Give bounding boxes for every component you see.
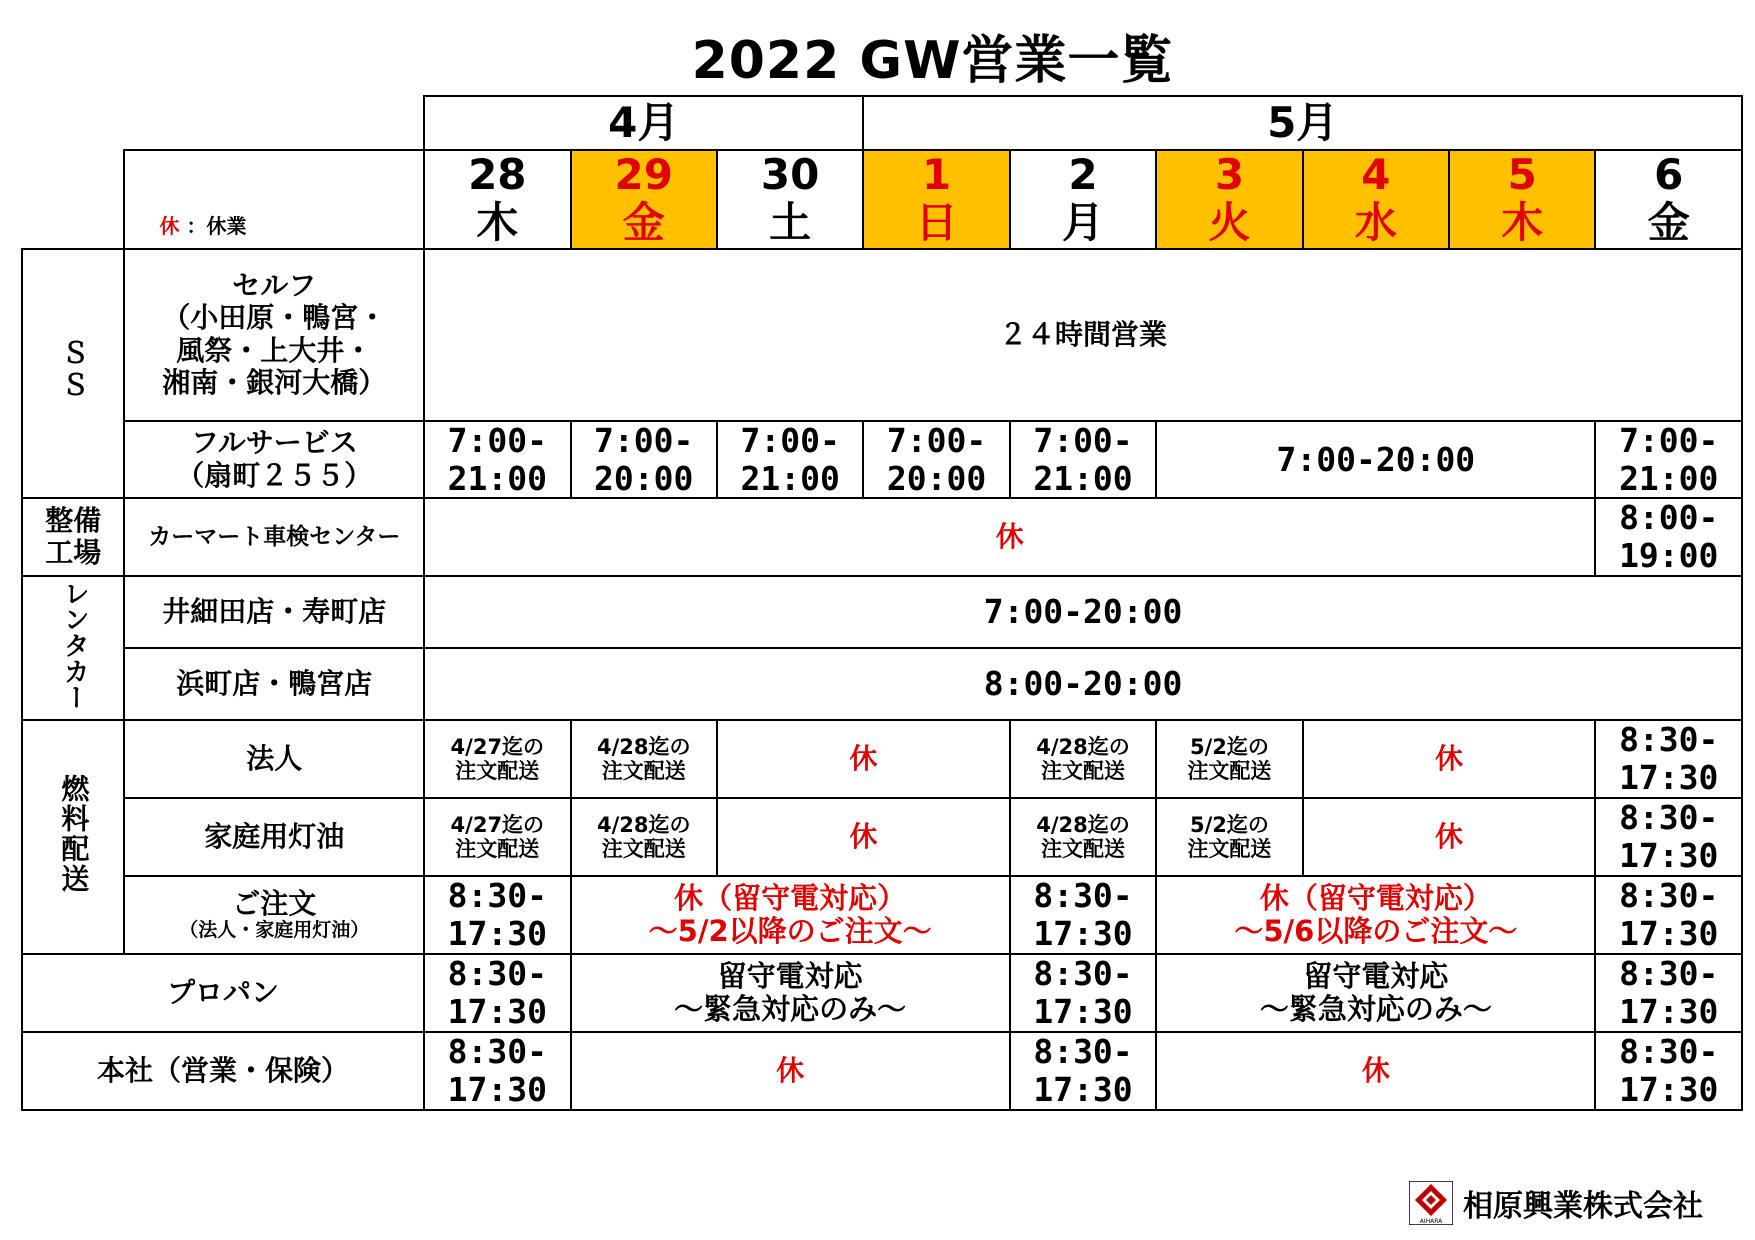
order-closed-msg: 休（留守電対応） ～5/2以降のご注文～: [571, 876, 1010, 954]
propane-label: プロパン: [22, 954, 424, 1032]
maintenance-label: カーマート車検センター: [124, 498, 424, 576]
hours-cell: 8:30- 17:30: [1595, 876, 1742, 954]
hours-cell: 7:00- 21:00: [424, 421, 570, 499]
legend-text: ：休業: [186, 213, 247, 238]
corner-blank-2: [22, 150, 124, 249]
category-rental: レンタカー: [22, 576, 124, 720]
propane-msg: 留守電対応 ～緊急対応のみ～: [1156, 954, 1595, 1032]
note-cell: 4/27迄の 注文配送: [424, 720, 570, 798]
closed-cell: 休: [424, 498, 1595, 576]
hours-cell: 7:00- 21:00: [1010, 421, 1156, 499]
hours-cell: 8:30- 17:30: [424, 954, 570, 1032]
company-footer: [1409, 1180, 1703, 1226]
order-closed-msg: 休（留守電対応） ～5/6以降のご注文～: [1156, 876, 1595, 954]
category-maintenance: 整備 工場: [22, 498, 124, 576]
day-header-holiday: 5 木: [1449, 150, 1595, 249]
legend-mark: 休: [159, 213, 180, 238]
closed-cell: 休: [717, 720, 1010, 798]
ss-full-label: フルサービス （扇町２５５）: [124, 421, 424, 499]
hours-cell: 8:30- 17:30: [1595, 1032, 1742, 1110]
schedule-table: [21, 95, 1743, 1111]
note-cell: 5/2迄の 注文配送: [1156, 798, 1302, 876]
hours-cell: 7:00- 21:00: [1595, 421, 1742, 499]
company-logo-icon: [1409, 1181, 1453, 1225]
month-may: 5月: [863, 96, 1742, 150]
closed-cell: 休: [1303, 798, 1596, 876]
hours-cell: 8:30- 17:30: [424, 1032, 570, 1110]
month-april: 4月: [424, 96, 863, 150]
hq-label: 本社（営業・保険）: [22, 1032, 424, 1110]
day-header-holiday: 4 水: [1303, 150, 1449, 249]
ss-self-hours: ２４時間営業: [424, 249, 1742, 421]
day-header: 28 木: [424, 150, 570, 249]
note-cell: 4/28迄の 注文配送: [571, 720, 717, 798]
corner-blank: [22, 96, 424, 150]
note-cell: 4/28迄の 注文配送: [571, 798, 717, 876]
hours-cell: 8:30- 17:30: [1010, 1032, 1156, 1110]
note-cell: 4/27迄の 注文配送: [424, 798, 570, 876]
hours-cell: 7:00- 20:00: [863, 421, 1009, 499]
hours-cell: 8:30- 17:30: [1010, 876, 1156, 954]
closed-cell: 休: [571, 1032, 1010, 1110]
day-header: 6 金: [1595, 150, 1742, 249]
hours-cell: 8:30- 17:30: [1595, 798, 1742, 876]
hours-cell: 8:30- 17:30: [1595, 720, 1742, 798]
category-ss: ＳＳ: [22, 249, 124, 499]
hours-cell: 8:00- 19:00: [1595, 498, 1742, 576]
day-header: 2 月: [1010, 150, 1156, 249]
hours-cell: 8:00-20:00: [424, 648, 1742, 720]
company-name: 相原興業株式会社: [1463, 1189, 1703, 1224]
rental-label-2: 浜町店・鴨宮店: [124, 648, 424, 720]
fuel-kerosene-label: 家庭用灯油: [124, 798, 424, 876]
page-title: 2022 GW営業一覧: [691, 31, 1174, 91]
category-fuel: 燃料配送: [22, 720, 124, 954]
logo-caption: AIHARA: [1419, 1218, 1443, 1225]
rental-label-1: 井細田店・寿町店: [124, 576, 424, 648]
note-cell: 4/28迄の 注文配送: [1010, 720, 1156, 798]
day-header: 30 土: [717, 150, 863, 249]
closed-cell: 休: [1303, 720, 1596, 798]
closed-cell: 休: [717, 798, 1010, 876]
ss-self-label: セルフ （小田原・鴨宮・ 風祭・上大井・ 湘南・銀河大橋）: [124, 249, 424, 421]
hours-cell: 7:00- 21:00: [717, 421, 863, 499]
hours-cell: 8:30- 17:30: [1595, 954, 1742, 1032]
legend: [124, 150, 424, 249]
hours-cell: 8:30- 17:30: [424, 876, 570, 954]
fuel-order-label: ご注文 （法人・家庭用灯油）: [124, 876, 424, 954]
hours-cell: 7:00- 20:00: [571, 421, 717, 499]
propane-msg: 留守電対応 ～緊急対応のみ～: [571, 954, 1010, 1032]
fuel-corp-label: 法人: [124, 720, 424, 798]
closed-cell: 休: [1156, 1032, 1595, 1110]
day-header-holiday: 1 日: [863, 150, 1009, 249]
hours-cell: 7:00-20:00: [1156, 421, 1595, 499]
note-cell: 5/2迄の 注文配送: [1156, 720, 1302, 798]
hours-cell: 7:00-20:00: [424, 576, 1742, 648]
hours-cell: 8:30- 17:30: [1010, 954, 1156, 1032]
note-cell: 4/28迄の 注文配送: [1010, 798, 1156, 876]
day-header-holiday: 29 金: [571, 150, 717, 249]
day-header-holiday: 3 火: [1156, 150, 1302, 249]
